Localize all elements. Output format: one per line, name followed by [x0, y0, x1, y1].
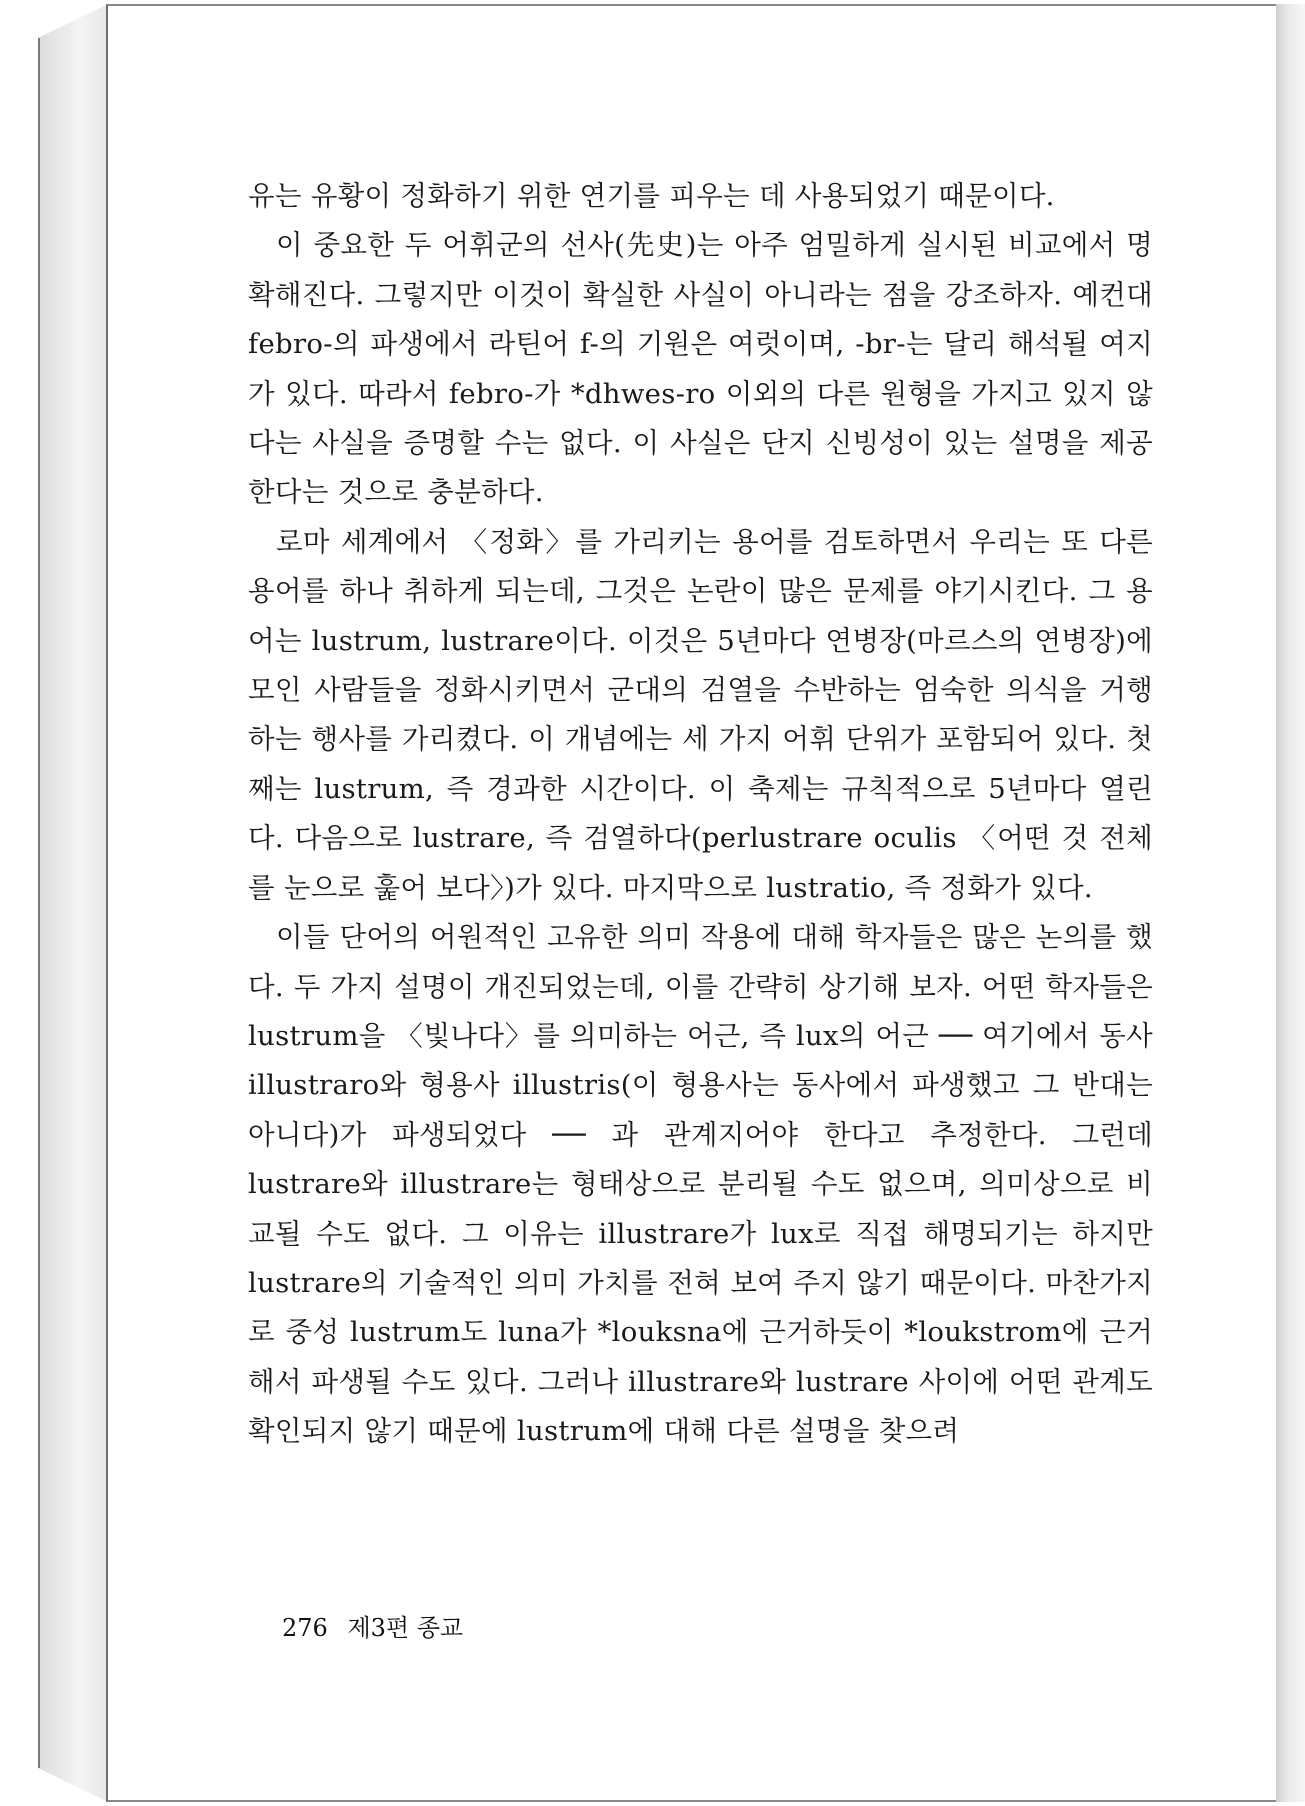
page-footer	[282, 1608, 463, 1643]
page-stack-edge-line	[38, 38, 40, 1768]
paragraph-3: 로마 세계에서 〈정화〉를 가리키는 용어를 검토하면서 우리는 또 다른 용어를 하나 취하게 되는데, 그것은 논란이 많은 문제를 야기시킨다. 그 용어는 lustrum, lustrare이다. 이것은 5년마다 연병장(마르스의 연병장)에 모인 사람들을 정화시키면서 군대의 검열을 수반하는 엄숙한 의식을 거행하는 행사를 가리켰다. 이 개념에는 세 가지 어휘 단위가 포함되어 있다. 첫째는 lustrum, 즉 경과한 시간이다. 이 축제는 규칙적으로 5년마다 열린다. 다음으로 lustrare, 즉 검열하다(perlustrare oculis 〈어떤 것 전체를 눈으로 훑어 보다〉)가 있다. 마지막으로 lustratio, 즉 정화가 있다.	[248, 525, 1153, 904]
page-number: 276	[282, 1614, 328, 1642]
paragraph-2: 이 중요한 두 어휘군의 선사(先史)는 아주 엄밀하게 실시된 비교에서 명확해진다. 그렇지만 이것이 확실한 사실이 아니라는 점을 강조하자. 예컨대 febro-의 파생에서 라틴어 f-의 기원은 여럿이며, -br-는 달리 해석될 여지가 있다. 따라서 febro-가 *dhwes-ro 이외의 다른 원형을 가지고 있지 않다는 사실을 증명할 수는 없다. 이 사실은 단지 신빙성이 있는 설명을 제공한다는 것으로 충분하다.	[248, 229, 1153, 509]
paragraph-4: 이들 단어의 어원적인 고유한 의미 작용에 대해 학자들은 많은 논의를 했다. 두 가지 설명이 개진되었는데, 이를 간략히 상기해 보자. 어떤 학자들은 lustrum을 〈빛나다〉를 의미하는 어근, 즉 lux의 어근 ── 여기에서 동사 illustraro와 형용사 illustris(이 형용사는 동사에서 파생했고 그 반대는 아니다)가 파생되었다 ── 과 관계지어야 한다고 추정한다. 그런데 lustrare와 illustrare는 형태상으로 분리될 수도 없으며, 의미상으로 비교될 수도 없다. 그 이유는 illustrare가 lux로 직접 해명되기는 하지만 lustrare의 기술적인 의미 가치를 전혀 보여 주지 않기 때문이다. 마찬가지로 중성 lustrum도 luna가 *louksna에 근거하듯이 *loukstrom에 근거해서 파생될 수도 있다. 그러나 illustrare와 lustrare 사이에 어떤 관계도 확인되지 않기 때문에 lustrum에 대해 다른 설명을 찾으려	[248, 921, 1153, 1448]
page-gutter-shadow	[1276, 4, 1305, 1802]
body-text	[248, 172, 1153, 1457]
page-stack-edge	[38, 4, 108, 1802]
section-title: 제3편 종교	[347, 1614, 464, 1642]
paragraph-1: 유는 유황이 정화하기 위한 연기를 피우는 데 사용되었기 때문이다.	[248, 180, 1055, 212]
